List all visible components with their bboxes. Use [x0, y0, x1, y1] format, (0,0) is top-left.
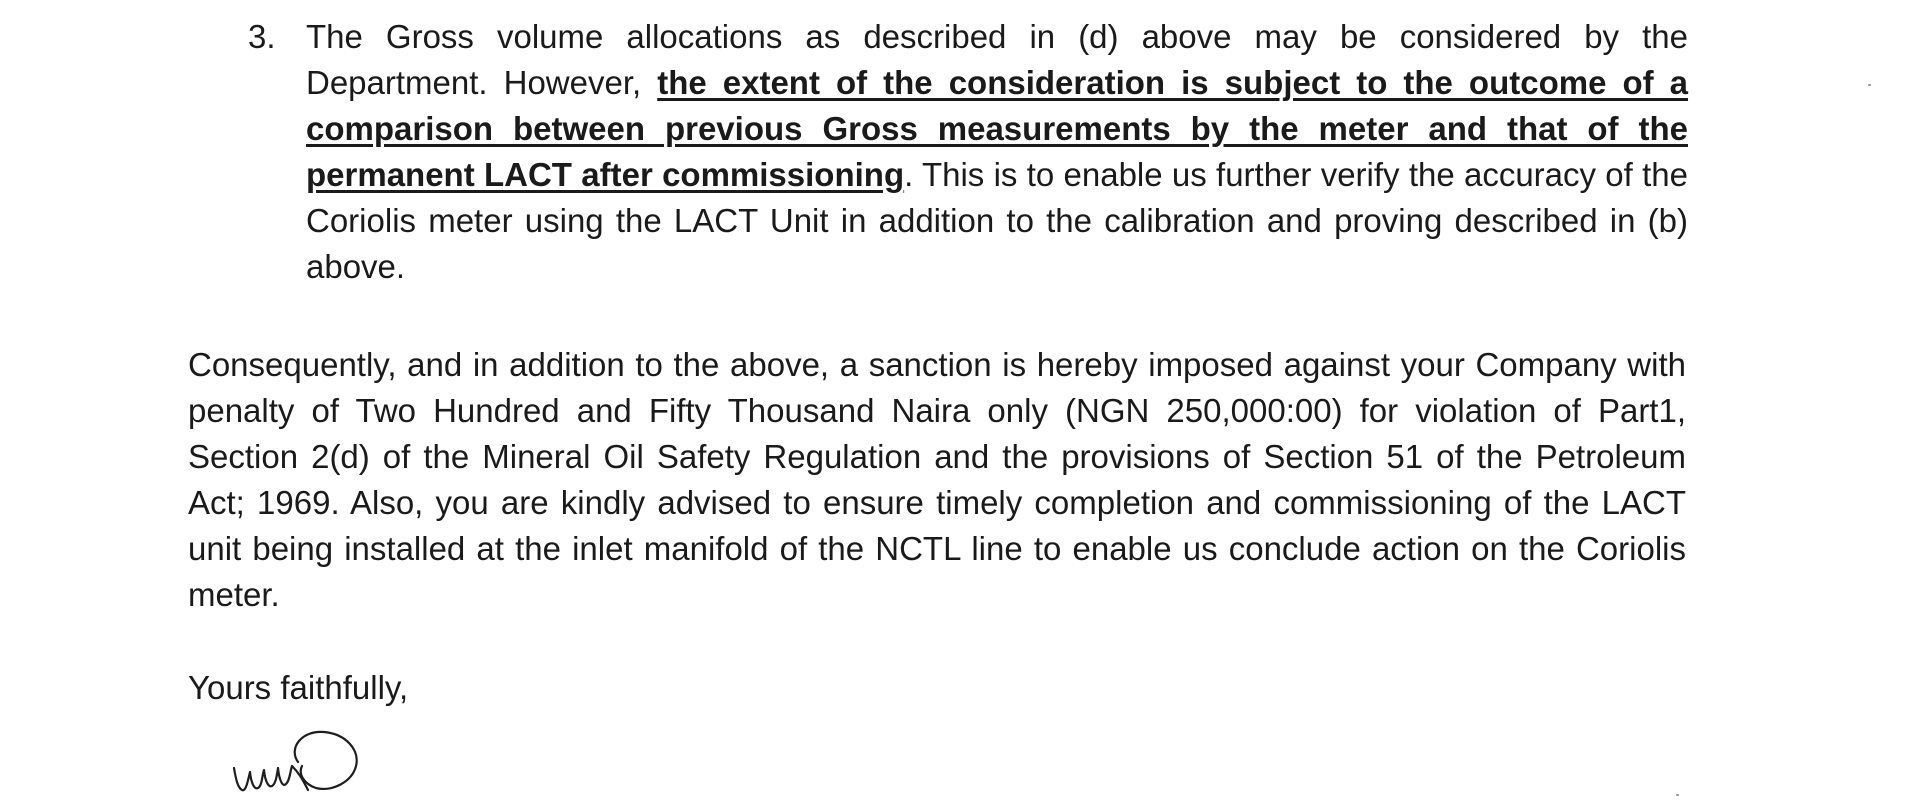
closing-salutation: Yours faithfully, — [188, 669, 409, 706]
item-number: 3. — [248, 18, 276, 55]
sanction-paragraph: Consequently, and in addition to the above, a sanction is hereby imposed against your Company with penalty of Two Hundred and Fifty Thousand Naira only (NGN 250,000:00) for violation of Part1, Section 2(d) of the Mineral Oil Safety Regulation and the provisions of Section 51 of the Petroleum Act; 1969. Also, you are kindly advised to ensure timely completion and commissioning of the LACT unit being installed at the inlet manifold of the NCTL line to enable us conclude action on the Coriolis meter. — [188, 346, 1686, 613]
item-text-before: The Gross volume allocations as described in (d) above may be considered by the Department. However, — [306, 18, 1688, 101]
scan-speck — [1676, 794, 1679, 796]
item-text — [306, 14, 1688, 290]
item-emphasis-text: the extent of the consideration is subject to the outcome of a comparison between previous Gross measurements by the meter and that of the permanent LACT after commissioning — [306, 64, 1689, 193]
item-text-after: . This is to enable us further verify the accuracy of the Coriolis meter using the LACT Unit in addition to the calibration and proving described in (b) above. — [306, 156, 1688, 285]
scan-speck — [1868, 84, 1871, 86]
handwritten-signature — [228, 722, 378, 800]
